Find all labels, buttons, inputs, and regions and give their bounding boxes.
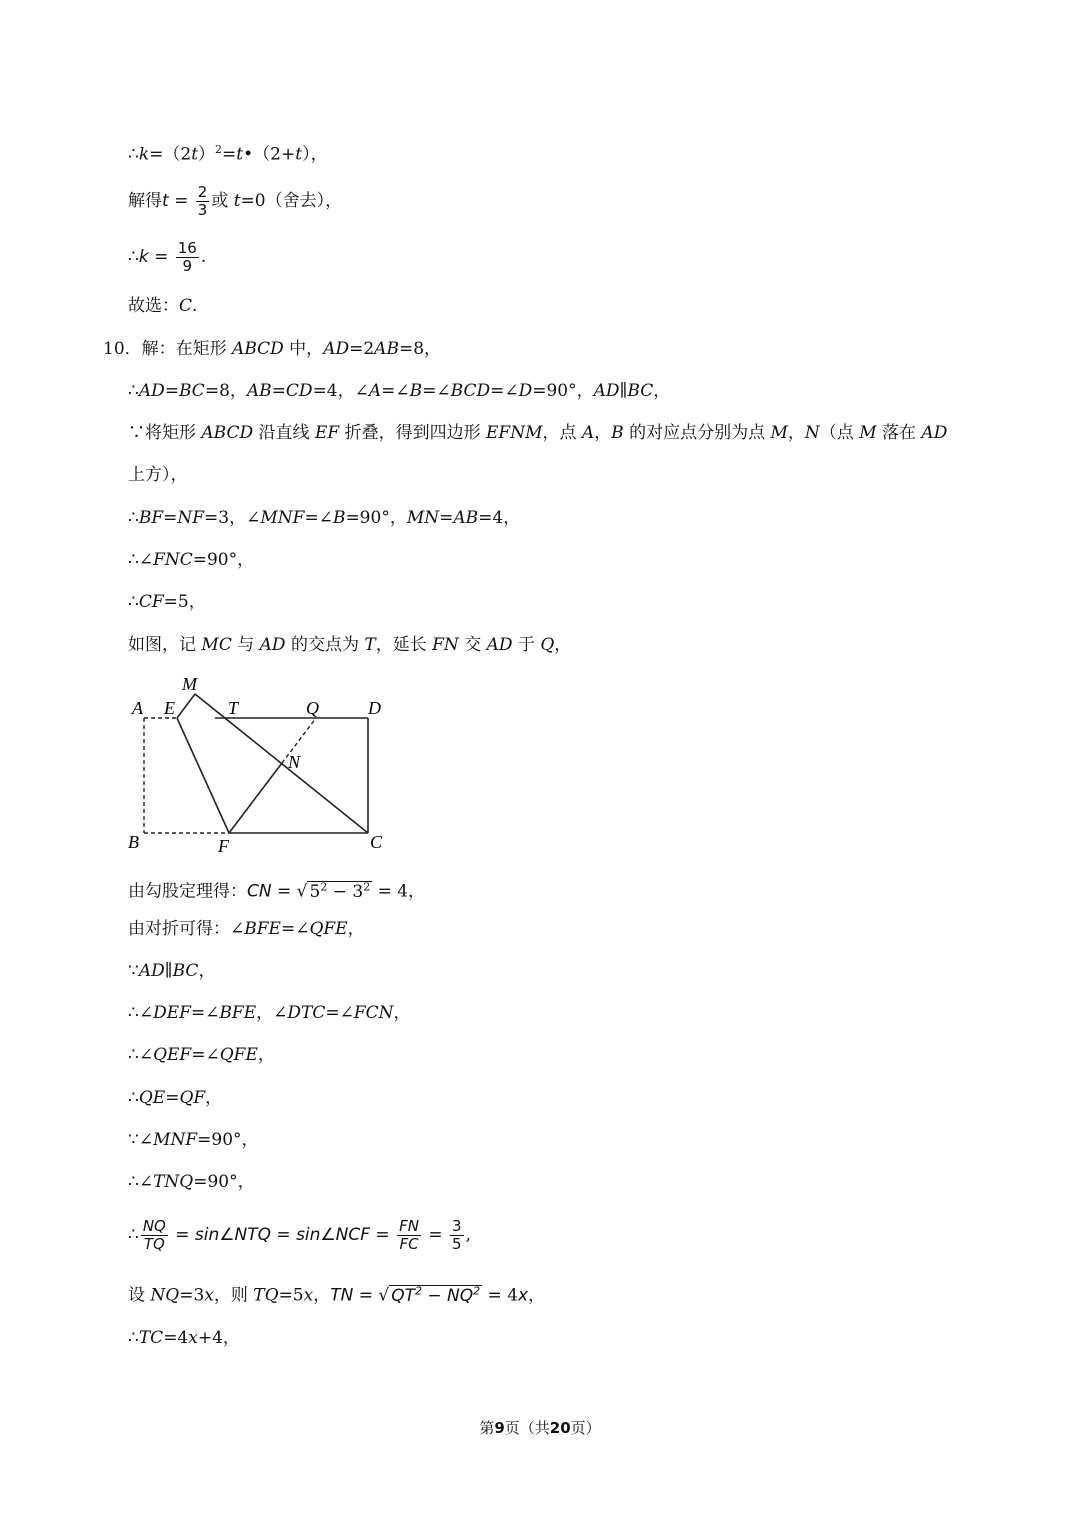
line-19: ∵∠MNF=90°， bbox=[128, 1130, 259, 1150]
label-B: B bbox=[128, 832, 139, 852]
line-6: ∴AD=BC=8，AB=CD=4，∠A=∠B=∠BCD=∠D=90°，AD∥BC， bbox=[128, 381, 671, 401]
label-D: D bbox=[368, 698, 381, 718]
line-12: 如图，记 MC 与 AD 的交点为 T，延长 FN 交 AD 于 Q， bbox=[128, 635, 572, 655]
line-4: 故选：C. bbox=[128, 296, 198, 316]
line-1: $\therefore k=(2t)^2=t•(2+t)$， bbox=[128, 143, 328, 165]
line-15: ∵AD∥BC， bbox=[128, 961, 216, 981]
line-20: ∴∠TNQ=90°， bbox=[128, 1172, 255, 1192]
label-Q: Q bbox=[306, 698, 319, 718]
line-13: 由勾股定理得：CN = √ $5^2 - 3^2 = 4$， bbox=[128, 880, 426, 902]
segment-EF bbox=[177, 718, 229, 833]
label-A: A bbox=[132, 698, 143, 718]
line-7: ∵将矩形 ABCD 沿直线 EF 折叠，得到四边形 EFNM，点 A，B 的对应点分别为点 M，N（点 M 落在 AD bbox=[128, 423, 948, 443]
segment-EM bbox=[177, 694, 195, 718]
line-11: ∴CF=5， bbox=[128, 592, 206, 612]
line-22: 设 NQ=3x，则 TQ=5x，TN = √ $QT^2 - NQ^2 = 4x$， bbox=[128, 1284, 546, 1306]
line-21: ∴ $\frac{NQ}{TQ}$ = sin∠NTQ = sin∠NCF = $\frac{FN}{FC}$ = $\frac{3}{5}$ , bbox=[128, 1217, 471, 1253]
segment-FN bbox=[229, 763, 282, 833]
line-5: 10．解：在矩形 ABCD 中，AD=2AB=8， bbox=[103, 339, 442, 359]
line-23: ∴TC=4x+4， bbox=[128, 1328, 240, 1348]
line-17: ∴∠QEF=∠QFE， bbox=[128, 1045, 275, 1065]
label-F: F bbox=[218, 836, 229, 856]
line-2: 解得t = $\frac{2}{3}$ 或 t=0（舍去）， bbox=[128, 183, 343, 219]
label-E: E bbox=[164, 698, 175, 718]
line-10: ∴∠FNC=90°， bbox=[128, 550, 255, 570]
line-14: 由对折可得：∠BFE=∠QFE， bbox=[128, 919, 365, 939]
line-8: 上方）， bbox=[128, 465, 188, 485]
line-16: ∴∠DEF=∠BFE，∠DTC=∠FCN， bbox=[128, 1003, 411, 1023]
label-M: M bbox=[182, 674, 197, 694]
line-18: ∴QE=QF， bbox=[128, 1088, 223, 1108]
line-3: ∴k = $\frac{16}{9}$ . bbox=[128, 239, 207, 275]
label-N: N bbox=[288, 752, 301, 772]
label-T: T bbox=[228, 698, 239, 718]
line-9: ∴BF=NF=3，∠MNF=∠B=90°，MN=AB=4， bbox=[128, 508, 521, 528]
geometry-figure bbox=[120, 668, 400, 858]
page-footer: 第9页（共20页） bbox=[479, 1419, 601, 1437]
label-C: C bbox=[370, 832, 383, 852]
